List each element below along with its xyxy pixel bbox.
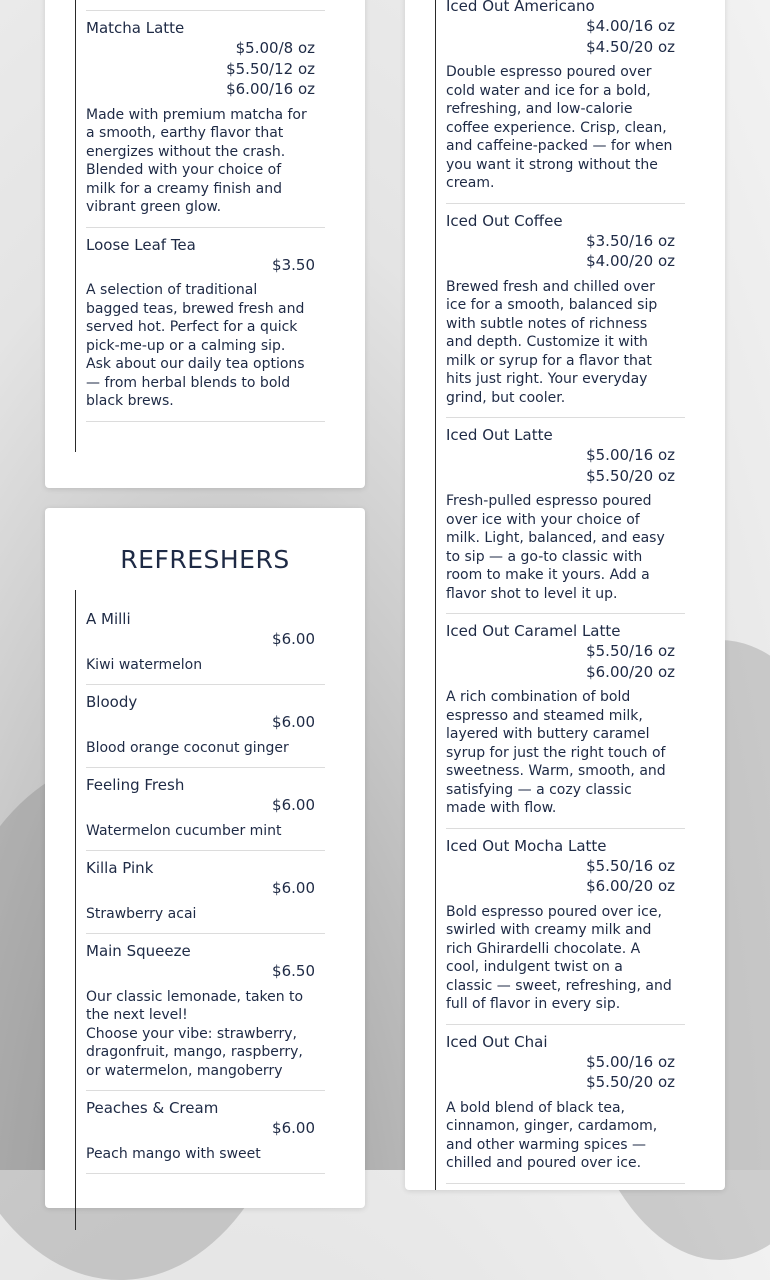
item-name: Killa Pink [86, 859, 154, 877]
item-name: Iced Out Caramel Latte [446, 622, 621, 640]
item-prices [86, 629, 325, 650]
item-description: A bold blend of black tea, cinnamon, ginger, cardamom, and other warming spices — chilled and poured over ice. [446, 1099, 658, 1171]
item-prices [446, 16, 685, 57]
hot-drinks-list [86, 0, 325, 422]
section-rail [75, 590, 76, 1230]
item-prices [446, 641, 685, 682]
item-description: Double espresso poured over cold water and ice for a bold, refreshing, and low-calorie coffee experience. Crisp, clean, and caffeine-packed — for when you want it strong without the cream. [446, 64, 673, 191]
item-description: Our classic lemonade, taken to the next level! Choose your vibe: strawberry, dragonfruit, mango, raspberry, or watermelon, mangoberry [86, 988, 304, 1079]
menu-item-divider [86, 0, 325, 11]
menu-item [446, 829, 685, 1025]
item-price: $5.00/16 oz [586, 446, 675, 464]
item-prices [446, 445, 685, 486]
menu-item [86, 934, 325, 1091]
item-price: $6.00 [272, 630, 315, 648]
item-prices [446, 856, 685, 897]
item-name: Peaches & Cream [86, 1099, 219, 1117]
item-price: $6.00 [272, 1119, 315, 1137]
item-description: Brewed fresh and chilled over ice for a smooth, balanced sip with subtle notes of richness and depth. Customize it with milk or syrup for a flavor that hits just right. Your everyday grind, but cooler. [446, 278, 658, 406]
menu-item [446, 1025, 685, 1184]
menu-item [86, 602, 325, 685]
item-prices [86, 1118, 325, 1139]
refreshers-list [86, 602, 325, 1174]
section-rail [435, 0, 436, 1190]
item-name: Iced Out Mocha Latte [446, 836, 607, 855]
item-price: $5.00/16 oz [586, 1052, 675, 1071]
item-price: $6.00/16 oz [226, 80, 315, 98]
item-name: Main Squeeze [86, 942, 191, 960]
item-name: Iced Out Coffee [446, 211, 563, 230]
iced-drinks-card [405, 0, 725, 1190]
iced-drinks-list [446, 0, 685, 1184]
menu-item [86, 228, 325, 422]
item-price: $5.50/12 oz [226, 59, 315, 78]
item-description: Fresh-pulled espresso poured over ice with your choice of milk. Light, balanced, and easy to sip — a go-to classic with room to make it yours. Add a flavor shot to level it up. [446, 493, 665, 602]
menu-item [446, 418, 685, 614]
item-name: Iced Out Latte [446, 426, 553, 444]
item-price: $6.50 [272, 962, 315, 980]
item-name: Bloody [86, 693, 138, 711]
item-price: $6.00 [272, 713, 315, 731]
item-price: $5.50/20 oz [586, 466, 675, 485]
item-name: Feeling Fresh [86, 776, 185, 794]
section-title: REFRESHERS [120, 545, 290, 574]
item-prices [86, 38, 325, 100]
item-prices [86, 878, 325, 899]
item-price: $5.50/16 oz [586, 642, 675, 660]
menu-item [446, 204, 685, 419]
item-price: $4.00/20 oz [586, 252, 675, 270]
item-price: $4.00/16 oz [586, 17, 675, 35]
item-price: $3.50/16 oz [586, 231, 675, 250]
item-price: $6.00 [272, 879, 315, 897]
item-name: Iced Out Chai [446, 1032, 548, 1051]
item-description: Bold espresso poured over ice, swirled with creamy milk and rich Ghirardelli chocolate. A cool, indulgent twist on a classic — sweet, refreshing, and full of flavor in every sip. [446, 903, 672, 1012]
item-description: A rich combination of bold espresso and steamed milk, layered with buttery caramel syrup for just the right touch of sweetness. Warm, smooth, and satisfying — a cozy classic made with flow. [446, 689, 666, 816]
item-name: A Milli [86, 610, 131, 628]
item-name: Matcha Latte [86, 19, 185, 37]
item-prices [86, 961, 325, 982]
item-name: Iced Out Americano [446, 0, 595, 15]
item-prices [86, 795, 325, 816]
item-price: $5.50/20 oz [586, 1073, 675, 1091]
item-price: $6.00 [272, 796, 315, 814]
item-prices [86, 255, 325, 276]
item-price: $5.50/16 oz [586, 856, 675, 875]
menu-item [446, 0, 685, 204]
item-prices [86, 712, 325, 733]
item-price: $6.00/20 oz [586, 877, 675, 895]
item-name: Loose Leaf Tea [86, 235, 196, 254]
menu-item [86, 768, 325, 851]
menu-item [86, 685, 325, 768]
item-price: $3.50 [272, 255, 315, 274]
section-rail [75, 0, 76, 452]
item-description: Peach mango with sweet [86, 1145, 261, 1162]
item-price: $4.50/20 oz [586, 37, 675, 56]
item-description: Made with premium matcha for a smooth, earthy flavor that energizes without the crash. Blended with your choice of milk for a creamy finish and vibrant green glow. [86, 106, 307, 215]
hot-drinks-card [45, 0, 365, 488]
menu-item [86, 11, 325, 228]
item-prices [446, 231, 685, 272]
refreshers-card [45, 508, 365, 1208]
menu-item [446, 614, 685, 829]
item-description: Blood orange coconut ginger [86, 739, 289, 756]
item-description: Strawberry acai [86, 905, 197, 922]
menu-item [86, 1091, 325, 1174]
item-prices [446, 1052, 685, 1093]
menu-item [86, 851, 325, 934]
item-description: Kiwi watermelon [86, 656, 203, 673]
item-price: $6.00/20 oz [586, 662, 675, 681]
item-description: A selection of traditional bagged teas, brewed fresh and served hot. Perfect for a quick pick-me-up or a calming sip. Ask about our daily tea options — from herbal blends to bold black brews. [86, 282, 305, 409]
item-description: Watermelon cucumber mint [86, 822, 282, 839]
item-price: $5.00/8 oz [235, 39, 315, 57]
